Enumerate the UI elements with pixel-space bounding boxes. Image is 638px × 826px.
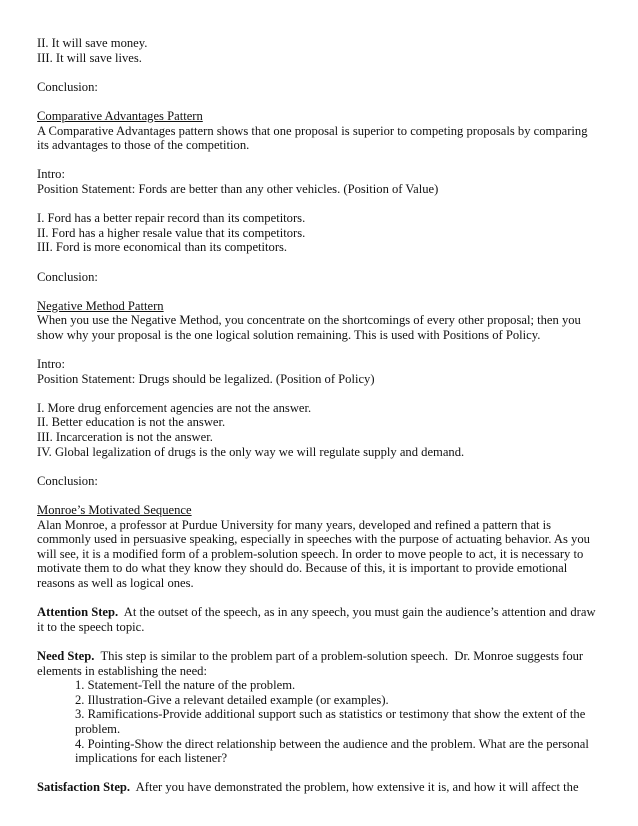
- paragraph-line: reasons as well as logical ones.: [37, 575, 194, 590]
- paragraph-line: A Comparative Advantages pattern shows that one proposal is superior to competing proposals by comparing: [37, 123, 588, 138]
- section-heading-monroe: Monroe’s Motivated Sequence: [37, 503, 192, 517]
- list-item: 2. Illustration-Give a relevant detailed example (or examples).: [75, 692, 389, 707]
- list-item: III. Ford is more economical than its competitors.: [37, 240, 288, 255]
- paragraph-line: it to the speech topic.: [37, 619, 145, 634]
- list-item: I. More drug enforcement agencies are not the answer.: [37, 400, 312, 415]
- paragraph-line: Alan Monroe, a professor at Purdue University for many years, developed and refined a pattern that is: [37, 517, 552, 532]
- list-item-continuation: problem.: [75, 721, 121, 736]
- paragraph-line: show why your proposal is the one logical solution remaining. This is used with Positions of Policy.: [37, 327, 541, 342]
- attention-step-text: At the outset of the speech, as in any speech, you must gain the audience’s attention and draw: [118, 605, 596, 620]
- position-statement: Position Statement: Fords are better than any other vehicles. (Position of Value): [37, 181, 439, 196]
- paragraph-line: When you use the Negative Method, you concentrate on the shortcomings of every other proposal; then you: [37, 313, 581, 328]
- position-statement: Position Statement: Drugs should be legalized. (Position of Policy): [37, 371, 375, 386]
- need-step-line: [37, 649, 607, 664]
- list-item: I. Ford has a better repair record than its competitors.: [37, 211, 306, 226]
- attention-step-line: [37, 605, 607, 620]
- list-item: 1. Statement-Tell the nature of the problem.: [75, 678, 296, 693]
- list-item: II. Better education is not the answer.: [37, 415, 226, 430]
- need-step-text: This step is similar to the problem part of a problem-solution speech. Dr. Monroe suggests four: [94, 648, 584, 663]
- paragraph-line: elements in establishing the need:: [37, 663, 207, 678]
- need-step-label: Need Step.: [37, 648, 95, 663]
- satisfaction-step-line: [37, 780, 607, 795]
- list-item: 4. Pointing-Show the direct relationship between the audience and the problem. What are the personal: [75, 736, 589, 751]
- satisfaction-step-text: After you have demonstrated the problem, how extensive it is, and how it will affect the: [130, 780, 579, 795]
- document-page: [37, 36, 607, 795]
- section-heading-comparative: Comparative Advantages Pattern: [37, 108, 203, 123]
- conclusion-label: Conclusion:: [37, 79, 98, 94]
- attention-step-label: Attention Step.: [37, 605, 119, 620]
- list-item: IV. Global legalization of drugs is the only way we will regulate supply and demand.: [37, 444, 465, 459]
- conclusion-label: Conclusion:: [37, 269, 98, 284]
- intro-label: Intro:: [37, 167, 65, 182]
- conclusion-label: Conclusion:: [37, 473, 98, 488]
- paragraph-line: motivate them to do what they know they should do. Because of this, it is important to provide emotional: [37, 561, 568, 576]
- list-item: III. Incarceration is not the answer.: [37, 430, 213, 445]
- list-item: II. It will save money.: [37, 36, 148, 50]
- paragraph-line: commonly used in persuasive speaking, especially in speeches with the purpose of actuating behavior. As you: [37, 532, 590, 547]
- list-item: 3. Ramifications-Provide additional support such as statistics or testimony that show the extent of the: [75, 707, 586, 722]
- list-item: II. Ford has a higher resale value that its competitors.: [37, 225, 306, 240]
- section-heading-negative: Negative Method Pattern: [37, 298, 164, 313]
- list-item: III. It will save lives.: [37, 50, 142, 65]
- paragraph-line: will see, it is a modified form of a problem-solution speech. In order to move people to act, it is necessary to: [37, 546, 584, 561]
- satisfaction-step-label: Satisfaction Step.: [37, 780, 131, 795]
- intro-label: Intro:: [37, 357, 65, 372]
- list-item-continuation: implications for each listener?: [75, 751, 228, 766]
- paragraph-line: its advantages to those of the competition.: [37, 138, 250, 153]
